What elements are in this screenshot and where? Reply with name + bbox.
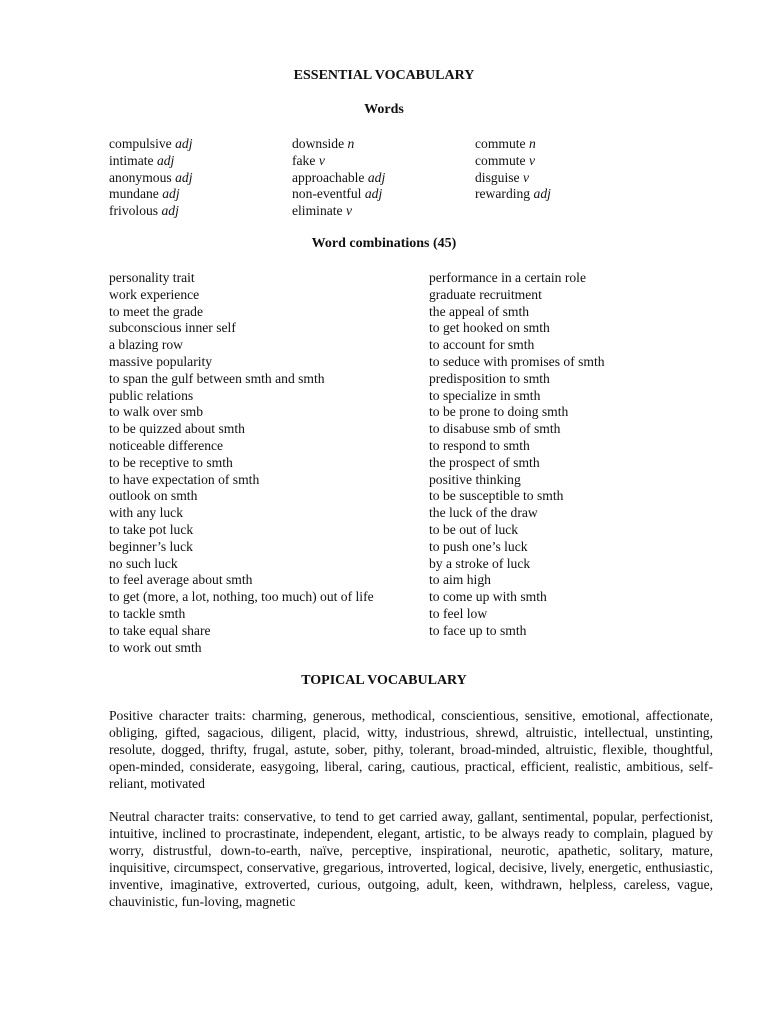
word-entry: non-eventful adj	[292, 186, 383, 202]
word-entry: intimate adj	[109, 152, 175, 168]
combination-item: public relations	[109, 387, 194, 403]
combination-item: to be prone to doing smth	[429, 404, 569, 420]
combination-item: to get hooked on smth	[429, 320, 550, 336]
combination-item: to work out smth	[109, 639, 202, 655]
combination-item: to be quizzed about smth	[109, 421, 245, 437]
word-entry: commute n	[475, 136, 536, 151]
word-entry: rewarding adj	[475, 186, 551, 202]
combination-item: positive thinking	[429, 471, 521, 487]
combination-item: to disabuse smb of smth	[429, 421, 561, 437]
combination-item: the luck of the draw	[429, 505, 538, 521]
combinations-left-column	[109, 270, 374, 656]
combination-item: to walk over smb	[109, 404, 204, 420]
combination-item: by a stroke of luck	[429, 555, 531, 571]
combination-item: to specialize in smth	[429, 387, 541, 403]
word-entry: compulsive adj	[109, 136, 193, 151]
combination-item: to respond to smth	[429, 437, 530, 453]
word-combinations-heading: Word combinations (45)	[311, 236, 457, 251]
combination-item: subconscious inner self	[109, 320, 236, 336]
word-entry: fake v	[292, 152, 325, 168]
word-entry: downside n	[292, 136, 355, 151]
combination-item: outlook on smth	[109, 488, 198, 504]
combination-item: to aim high	[429, 572, 491, 588]
combination-item: to get (more, a lot, nothing, too much) out of life	[109, 589, 374, 605]
combination-item: the prospect of smth	[429, 454, 540, 470]
combination-item: personality trait	[109, 270, 195, 285]
combination-item: to tackle smth	[109, 605, 186, 621]
essential-vocabulary-title: ESSENTIAL VOCABULARY	[293, 68, 475, 83]
word-entry: approachable adj	[292, 169, 386, 185]
combination-item: to feel low	[429, 605, 488, 621]
combination-item: to feel average about smth	[109, 572, 253, 588]
combination-item: predisposition to smth	[429, 370, 550, 386]
combination-item: the appeal of smth	[429, 303, 530, 319]
combination-item: to have expectation of smth	[109, 471, 260, 487]
combination-item: to meet the grade	[109, 303, 203, 319]
combination-item: work experience	[109, 286, 200, 302]
combination-item: noticeable difference	[109, 437, 224, 453]
combination-item: to be susceptible to smth	[429, 488, 564, 504]
words-heading: Words	[364, 102, 404, 117]
combination-item: to face up to smth	[429, 622, 527, 638]
topical-vocabulary-title: TOPICAL VOCABULARY	[301, 673, 467, 688]
combination-item: with any luck	[109, 505, 183, 521]
combination-item: to push one’s luck	[429, 538, 528, 554]
combination-item: to take pot luck	[109, 521, 194, 537]
neutral-traits-paragraph: Neutral character traits: conservative, to tend to get carried away, gallant, sentimental, popular, perfectionist, intuitive, inclined to procrastinate, independent, elegant, artistic, to be always ready to complain, plagued by worry, distrustful, down-to-earth, naïve, perceptive, inspirational, neurotic, apathetic, solitary, mature, inquisitive, circumspect, conservative, gregarious, introverted, logical, decisive, lively, energetic, enthusiastic, inventive, imaginative, extroverted, curious, outgoing, adult, keen, withdrawn, helpless, careless, vague, chauvinistic, fun-loving, magnetic	[109, 809, 713, 909]
combination-item: to be receptive to smth	[109, 454, 233, 470]
combination-item: massive popularity	[109, 353, 213, 369]
combination-item: no such luck	[109, 555, 178, 571]
words-column-1	[109, 136, 192, 220]
combinations-right-column	[429, 270, 605, 640]
word-entry: frivolous adj	[109, 203, 179, 219]
combination-item: to seduce with promises of smth	[429, 353, 605, 369]
word-entry: anonymous adj	[109, 169, 193, 185]
combination-item: a blazing row	[109, 337, 183, 353]
combination-item: to take equal share	[109, 622, 211, 638]
combination-item: to come up with smth	[429, 589, 547, 605]
combination-item: performance in a certain role	[429, 270, 586, 285]
words-column-3	[475, 136, 551, 203]
combination-item: to be out of luck	[429, 521, 519, 537]
word-entry: commute v	[475, 152, 536, 168]
word-entry: eliminate v	[292, 203, 353, 219]
combination-item: to span the gulf between smth and smth	[109, 370, 325, 386]
words-column-2	[292, 136, 385, 220]
combination-item: beginner’s luck	[109, 538, 193, 554]
positive-traits-paragraph: Positive character traits: charming, generous, methodical, conscientious, sensitive, emotional, affectionate, obliging, gifted, sagacious, diligent, placid, witty, industrious, shrewd, altruistic, intellectual, unstinting, resolute, dogged, thrifty, frugal, astute, sober, pithy, tolerant, broad-minded, altruistic, flexible, thoughtful, open-minded, considerate, easygoing, liberal, caring, cautious, practical, efficient, realistic, ambitious, self-reliant, motivated	[109, 708, 713, 791]
word-entry: disguise v	[475, 169, 530, 185]
combination-item: to account for smth	[429, 337, 535, 353]
combination-item: graduate recruitment	[429, 286, 542, 302]
word-entry: mundane adj	[109, 186, 180, 202]
